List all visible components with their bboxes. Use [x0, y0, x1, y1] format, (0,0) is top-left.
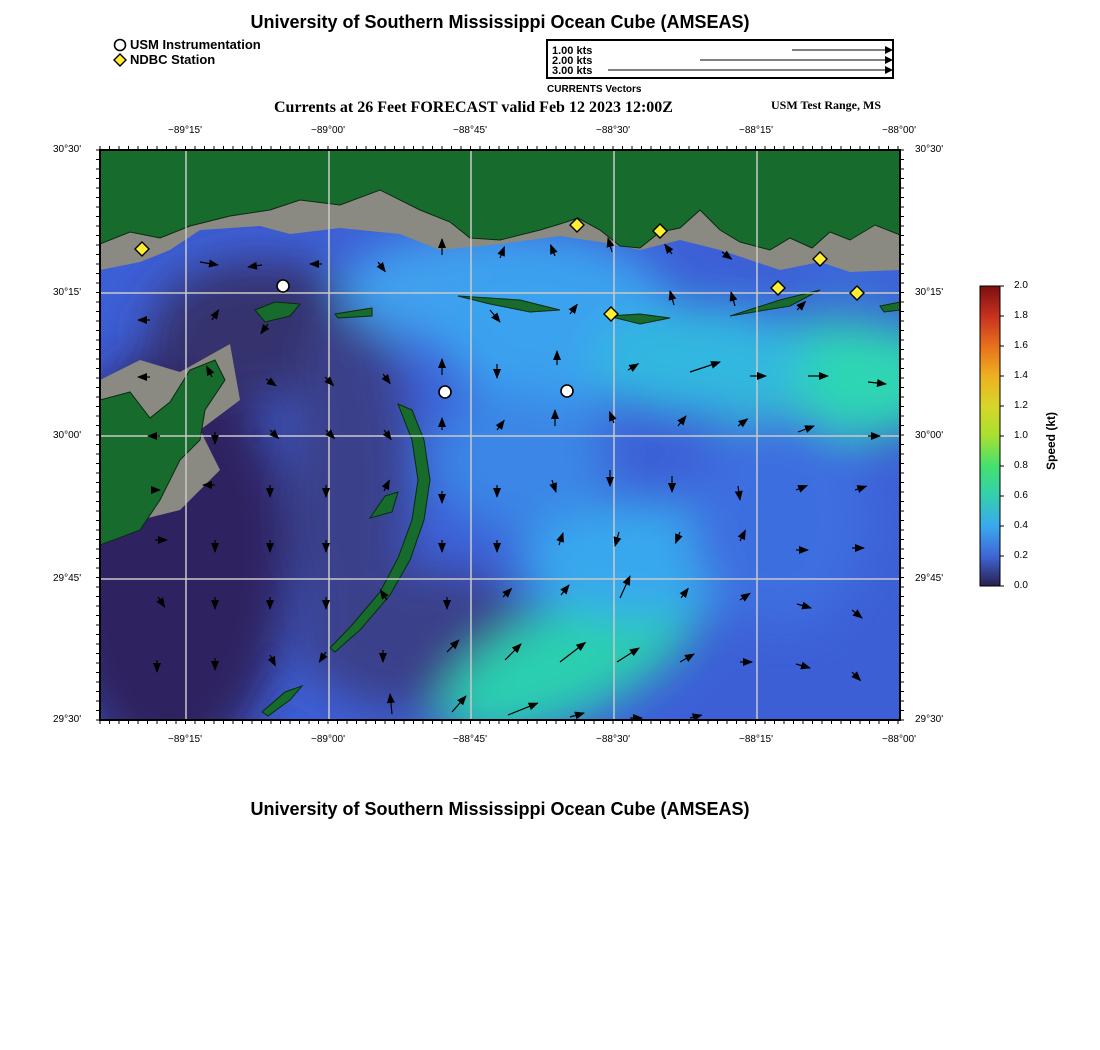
usm-instrument-marker[interactable] [439, 386, 451, 398]
legend-ndbc-label: NDBC Station [130, 52, 216, 67]
usm-instrument-marker[interactable] [561, 385, 573, 397]
y-tick-left: 29°30' [53, 714, 82, 725]
colorbar-tick: 2.0 [1014, 280, 1028, 291]
x-tick-bottom: −88°15' [739, 734, 773, 745]
vector-legend-row-3: 3.00 kts [552, 65, 593, 77]
y-tick-left: 30°30' [53, 144, 82, 155]
colorbar-tick: 0.0 [1014, 580, 1028, 591]
legend-usm-label: USM Instrumentation [130, 37, 261, 52]
x-tick-top: −88°30' [596, 125, 630, 136]
colorbar-tick: 1.2 [1014, 400, 1028, 411]
vector-legend-caption: CURRENTS Vectors [547, 84, 642, 95]
y-tick-right: 30°15' [915, 287, 944, 298]
y-tick-right: 29°45' [915, 573, 944, 584]
colorbar-tick: 0.6 [1014, 490, 1028, 501]
colorbar-tick: 1.0 [1014, 430, 1028, 441]
x-tick-top: −89°15' [168, 125, 202, 136]
x-tick-top: −88°00' [882, 125, 916, 136]
usm-instrument-marker[interactable] [277, 280, 289, 292]
colorbar-tick: 0.8 [1014, 460, 1028, 471]
range-label: USM Test Range, MS [771, 98, 882, 112]
x-tick-top: −88°15' [739, 125, 773, 136]
colorbar-label: Speed (kt) [1044, 411, 1058, 470]
vector-legend-row-2: 2.00 kts [552, 55, 593, 67]
y-tick-right: 29°30' [915, 714, 944, 725]
y-tick-right: 30°00' [915, 430, 944, 441]
colorbar-tick: 1.4 [1014, 370, 1028, 381]
x-tick-bottom: −89°15' [168, 734, 202, 745]
footer-title: University of Southern Mississippi Ocean Cube (AMSEAS) [250, 799, 750, 819]
y-tick-left: 30°00' [53, 430, 82, 441]
colorbar-tick: 0.4 [1014, 520, 1028, 531]
x-tick-bottom: −88°45' [453, 734, 487, 745]
vector-legend-row-1: 1.00 kts [552, 45, 593, 57]
y-tick-left: 30°15' [53, 287, 82, 298]
forecast-subtitle: Currents at 26 Feet FORECAST valid Feb 12 2023 12:00Z [274, 99, 673, 116]
x-tick-top: −88°45' [453, 125, 487, 136]
map-title: University of Southern Mississippi Ocean Cube (AMSEAS) [250, 12, 750, 32]
colorbar-tick: 0.2 [1014, 550, 1028, 561]
y-tick-right: 30°30' [915, 144, 944, 155]
x-tick-top: −89°00' [311, 125, 345, 136]
x-tick-bottom: −88°30' [596, 734, 630, 745]
colorbar-tick: 1.6 [1014, 340, 1028, 351]
colorbar-gradient [980, 286, 1000, 586]
x-tick-bottom: −88°00' [882, 734, 916, 745]
x-tick-bottom: −89°00' [311, 734, 345, 745]
colorbar-tick: 1.8 [1014, 310, 1028, 321]
y-tick-left: 29°45' [53, 573, 82, 584]
